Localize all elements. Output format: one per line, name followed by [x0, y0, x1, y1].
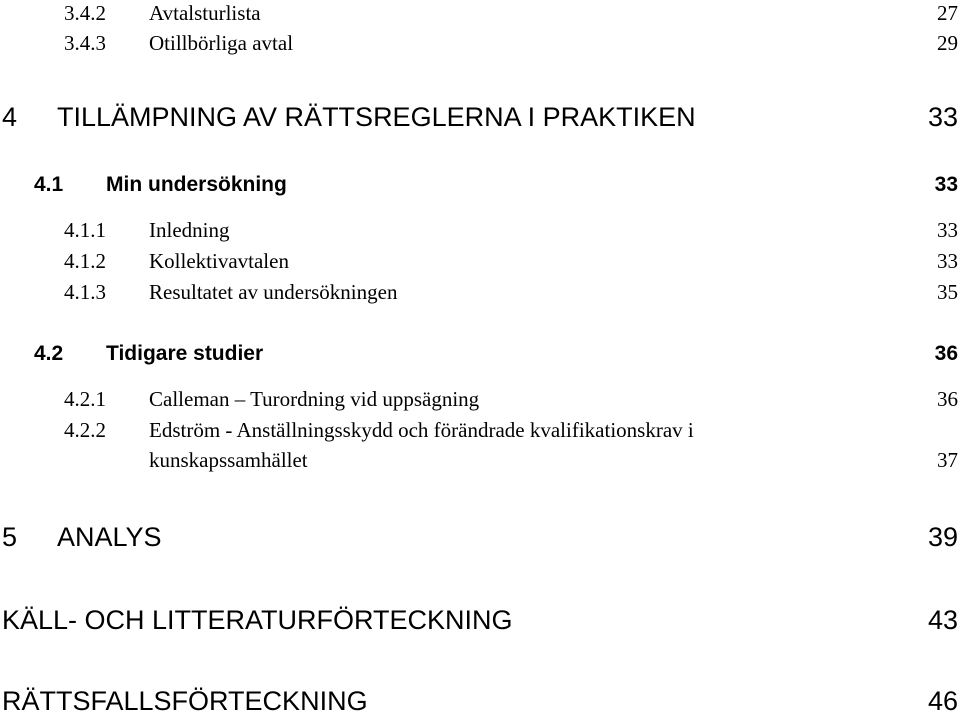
- toc-entry-title: Avtalsturlista: [149, 1, 261, 25]
- toc-entry-number: 4.1: [34, 173, 64, 196]
- toc-entry-page: 29: [937, 31, 958, 55]
- toc-entry-page: 35: [937, 280, 958, 304]
- toc-entry-title: Resultatet av undersökningen: [149, 280, 398, 304]
- toc-entry: [0, 247, 960, 275]
- toc-entry-title: Calleman – Turordning vid uppsägning: [149, 387, 480, 411]
- toc-entry-title: ANALYS: [57, 522, 162, 552]
- toc-entry: [0, 385, 960, 413]
- toc-entry-number: 3.4.2: [64, 1, 106, 25]
- toc-entry-title: Kollektivavtalen: [149, 249, 289, 273]
- toc-entry-number: 5: [2, 522, 18, 552]
- toc-entry-title: Inledning: [149, 218, 230, 242]
- toc-chapter-entry: [0, 603, 960, 637]
- toc-entry-title: TILLÄMPNING AV RÄTTSREGLERNA I PRAKTIKEN: [57, 102, 696, 132]
- toc-entry: [0, 278, 960, 306]
- toc-chapter-entry: [0, 520, 960, 554]
- toc-entry-title-continued: kunskapssamhället: [149, 448, 308, 472]
- toc-entry-number: 4.1.2: [64, 249, 106, 273]
- toc-entry-page: 39: [927, 522, 958, 552]
- toc-entry-title: Otillbörliga avtal: [149, 31, 294, 55]
- toc-entry-number: 4.2.2: [64, 418, 106, 442]
- toc-entry: [0, 416, 960, 444]
- toc-entry-page: 37: [937, 448, 958, 472]
- toc-entry-title: Tidigare studier: [106, 342, 264, 365]
- toc-entry-page: 27: [937, 1, 958, 25]
- toc-entry-page: 33: [937, 218, 958, 242]
- toc-entry-page: 36: [937, 387, 958, 411]
- toc-entry-page: 43: [927, 605, 958, 635]
- toc-entry-title: Min undersökning: [106, 173, 287, 196]
- toc-entry-number: 4: [2, 102, 18, 132]
- toc-entry-number: 3.4.3: [64, 31, 106, 55]
- toc-section-entry: [0, 340, 960, 368]
- toc-entry-page: 33: [934, 173, 958, 196]
- toc-entry-number: 4.1.3: [64, 280, 106, 304]
- toc-entry-number: 4.2.1: [64, 387, 106, 411]
- toc-entry: [0, 216, 960, 244]
- toc-entry-continuation: [0, 446, 960, 474]
- toc-entry-title: KÄLL- OCH LITTERATURFÖRTECKNING: [2, 605, 513, 635]
- toc-entry: [0, 29, 960, 57]
- toc-entry-title: Edström - Anställningsskydd och förändrade kvalifikationskrav i: [149, 418, 694, 442]
- toc-entry-page: 36: [934, 342, 958, 365]
- toc-chapter-entry: [0, 100, 960, 134]
- toc-entry-number: 4.1.1: [64, 218, 106, 242]
- toc-entry-page: 33: [937, 249, 958, 273]
- toc-chapter-entry: [0, 684, 960, 718]
- toc-entry: [0, 0, 960, 27]
- toc-entry-number: 4.2: [34, 342, 64, 365]
- toc-entry-page: 46: [927, 686, 958, 716]
- toc-entry-title: RÄTTSFALLSFÖRTECKNING: [2, 686, 368, 716]
- toc-section-entry: [0, 171, 960, 199]
- toc-entry-page: 33: [927, 102, 958, 132]
